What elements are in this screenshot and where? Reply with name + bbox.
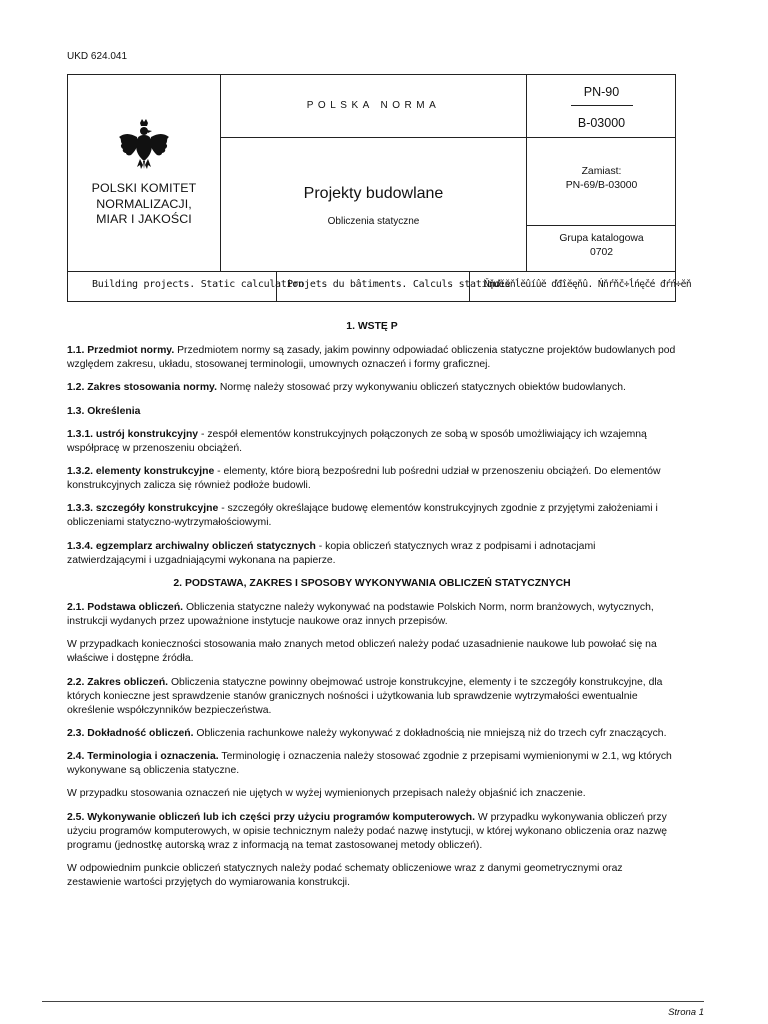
catalog-cell: [527, 232, 676, 259]
paragraph-heading: 1.1. Przedmiot normy.: [67, 345, 175, 357]
committee-name-line: MIAR I JAKOŚCI: [96, 212, 192, 226]
title-cell: [221, 138, 526, 271]
title-english: Building projects. Static calculation: [92, 279, 304, 290]
paragraph: [67, 811, 677, 853]
paragraph-heading: 2.1. Podstawa obliczeń.: [67, 601, 184, 613]
paragraph: [67, 381, 677, 395]
paragraph: [67, 405, 677, 419]
paragraph: [67, 601, 677, 629]
norm-label: POLSKA NORMA: [306, 100, 441, 111]
paragraph-text: - zespół elementów konstrukcyjnych połączonych ze sobą w sposób umożliwiający ich wzajemną współpracę w przenoszeniu obciążeń.: [67, 428, 647, 454]
footer-divider: [42, 1001, 704, 1002]
paragraph: [67, 540, 677, 568]
committee-name-line: POLSKI KOMITET: [91, 181, 197, 195]
paragraph-heading: 1.3. Określenia: [67, 405, 141, 417]
paragraph-text: Obliczenia statyczne powinny obejmować ustroje konstrukcyjne, elementy i te szczegóły konstrukcyjne, dla których konieczne jest sprawdzenie stanów granicznych nośności i użytkowania lub sprawdzenie wytrzymałości ewentualnie określenie współczynników bezpieczeństwa.: [67, 676, 663, 716]
document-subtitle: Obliczenia statyczne: [327, 216, 420, 227]
paragraph-heading: 1.3.1. ustrój konstrukcyjny: [67, 428, 199, 440]
paragraph-text: - kopia obliczeń statycznych wraz z podpisami i adnotacjami zatwierdzającymi i uzgadniającymi wykonana na papierze.: [67, 540, 596, 566]
catalog-label: Grupa katalogowa: [559, 233, 644, 244]
norm-number-divider: [571, 105, 633, 106]
paragraph-text: W przypadku stosowania oznaczeń nie ujętych w wyżej wymienionych przepisach należy objaśnić ich znaczenie.: [67, 788, 586, 800]
paragraph-text: Normę należy stosować przy wykonywaniu obliczeń statycznych obiektów budowlanych.: [216, 382, 626, 394]
norm-header-table: [67, 74, 692, 302]
paragraph: [67, 787, 677, 801]
paragraph: [67, 465, 677, 493]
paragraph: [67, 502, 677, 530]
paragraph-text: Terminologię i oznaczenia należy stosować zgodnie z przepisami wymienionymi w 2.1, wg których wykonywane są obliczenia statyczne.: [67, 751, 672, 777]
paragraph-heading: 1.3.4. egzemplarz archiwalny obliczeń statycznych: [67, 540, 316, 552]
committee-cell: [68, 75, 220, 271]
paragraph: [67, 862, 677, 890]
paragraph-heading: 1.2. Zakres stosowania normy.: [67, 382, 217, 394]
paragraph-text: Obliczenia rachunkowe należy wykonywać z dokładnością nie mniejszą niż do trzech cyfr znaczących.: [193, 727, 667, 739]
paragraph: [67, 750, 677, 778]
paragraph-text: - elementy, które biorą bezpośredni lub pośredni udział w przenoszeniu obciążeń. Do elementów konstrukcyjnych zalicza się również podłoże budowli.: [67, 465, 661, 492]
committee-name: [68, 181, 220, 228]
paragraph-heading: 2.2. Zakres obliczeń.: [67, 676, 169, 688]
document-title: Projekty budowlane: [303, 185, 444, 202]
paragraph: [67, 727, 677, 741]
paragraph-heading: 1.3.2. elementy konstrukcyjne: [67, 465, 215, 477]
replaces-cell: [527, 165, 676, 192]
paragraph: [67, 638, 677, 666]
paragraph: [67, 428, 677, 456]
polish-eagle-emblem-icon: [116, 117, 172, 173]
paragraph-text: W przypadkach konieczności stosowania mało znanych metod obliczeń należy podać uzasadnienie naukowe lub powołać się na właściwe i dostępne źródła.: [67, 639, 657, 665]
section-heading: 2. PODSTAWA, ZAKRES I SPOSOBY WYKONYWANIA OBLICZEŃ STATYCZNYCH: [173, 577, 571, 589]
catalog-value: 0702: [589, 246, 614, 258]
replaces-value: PN-69/B-03000: [565, 179, 638, 191]
norm-number-top: PN-90: [583, 85, 620, 99]
paragraph-text: W odpowiednim punkcie obliczeń statycznych należy podać schematy obliczeniowe wraz z danymi geometrycznymi oraz zestawienie wartości przyjętych do wymiarowania konstrukcji.: [67, 862, 623, 889]
ukd-code: UKD 624.041: [67, 51, 128, 62]
section-heading: 1. WSTĘ P: [346, 321, 398, 332]
page-number: Strona 1: [668, 1007, 704, 1018]
paragraph-heading: 2.5. Wykonywanie obliczeń lub ich części przy użyciu programów komputerowych.: [67, 811, 476, 823]
paragraph-text: Obliczenia statyczne należy wykonywać na podstawie Polskich Norm, norm branżowych, wytycznych, instrukcji wydanych przez upoważnione instytucje naukowe oraz innych przepisów.: [67, 601, 654, 628]
committee-name-line: NORMALIZACJI,: [96, 196, 192, 211]
paragraph-heading: 2.4. Terminologia i oznaczenia.: [67, 751, 219, 763]
replaces-label: Zamiast:: [581, 166, 622, 177]
title-french: Projets du bâtiments. Calculs statiques: [287, 279, 511, 290]
paragraph: [67, 344, 677, 372]
paragraph-text: - szczegóły określające budowę elementów konstrukcyjnych zgodnie z przyjętymi założeniami i obliczeniami statyczno-wytrzymałościowymi.: [67, 503, 658, 529]
paragraph: [67, 676, 677, 718]
document-body: [67, 320, 677, 899]
norm-number-cell: [527, 75, 676, 137]
norm-number-bottom: B-03000: [577, 116, 626, 130]
paragraph-text: W przypadku wykonywania obliczeń przy użyciu programów komputerowych, w opisie technicznym należy podać nazwę instytucji, w której wykonano obliczenia oraz nazwę programu (jednostkę autorską wraz z informacją na temat zastosowanej metody obliczeń).: [67, 811, 668, 851]
paragraph-heading: 1.3.3. szczegóły konstrukcyjne: [67, 503, 219, 515]
title-russian: Ňňďĭĕňĺĕûíûĕ ďđîĕęňû. Ńňŕňč÷ĺńęčé đŕń÷ĕň: [484, 279, 692, 290]
paragraph-text: Przedmiotem normy są zasady, jakim powinny odpowiadać obliczenia statyczne projektów budowlanych pod względem zakresu, układu, stosowanej terminologii, umownych oznaczeń i formy graficznej.: [67, 345, 676, 371]
paragraph-heading: 2.3. Dokładność obliczeń.: [67, 727, 194, 739]
